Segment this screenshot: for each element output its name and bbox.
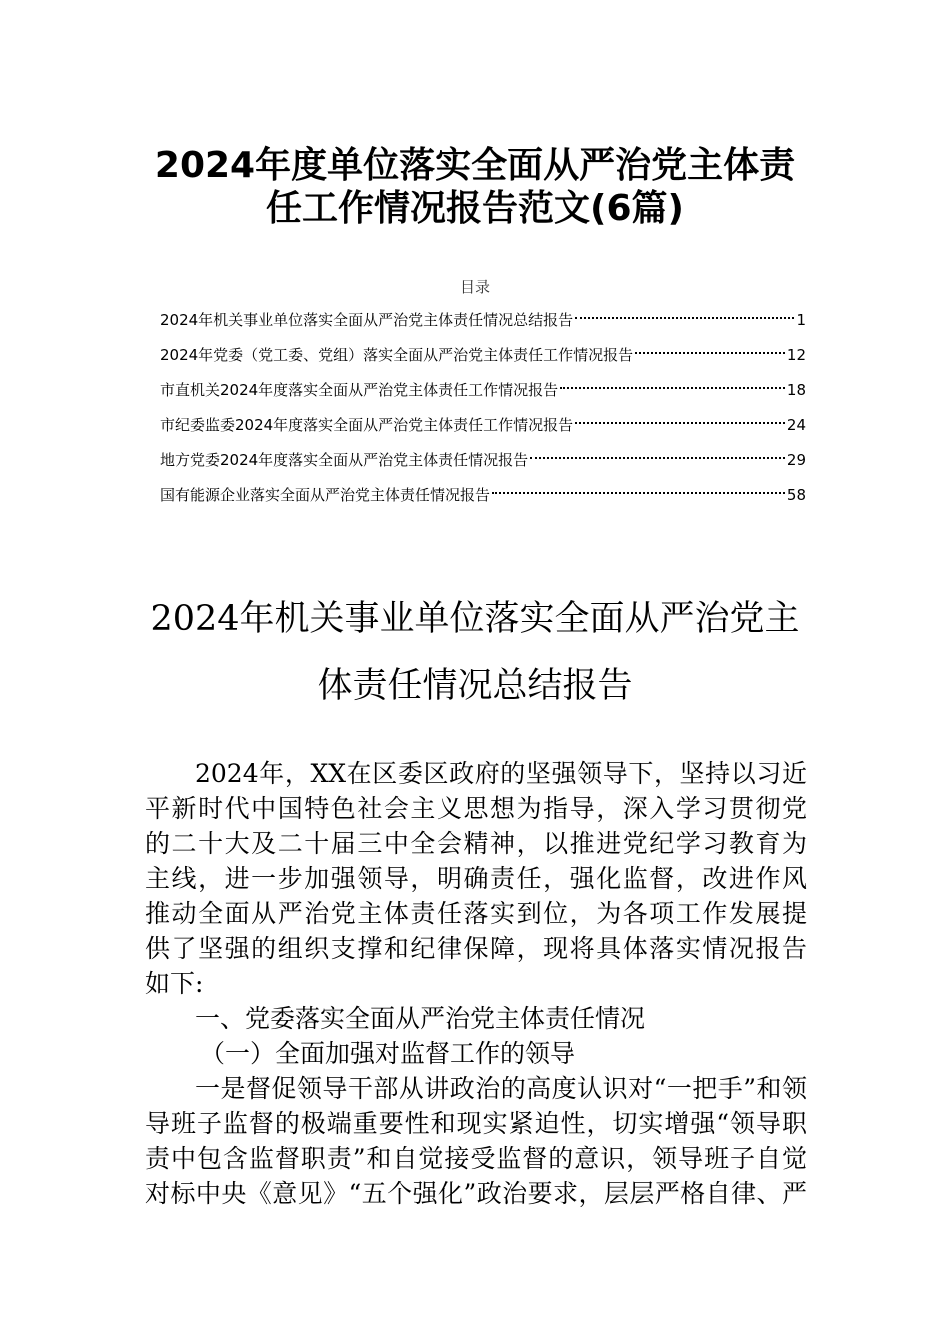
toc-item-page: 29 — [786, 451, 806, 469]
paragraph-line: 2024年，XX在区委区政府的坚强领导下，坚持以习近 — [195, 759, 807, 788]
section-body — [145, 756, 807, 1211]
paragraph-line: 供了坚强的组织支撑和纪律保障，现将具体落实情况报告 — [145, 934, 807, 963]
toc-item-text: 市直机关2024年度落实全面从严治党主体责任工作情况报告 — [160, 381, 559, 399]
heading-level-2: （一）全面加强对监督工作的领导 — [200, 1039, 576, 1068]
toc-leader-dots — [575, 317, 794, 319]
toc-leader-dots — [635, 352, 785, 354]
document-title-line-2: 任工作情况报告范文(6篇) — [266, 188, 684, 229]
toc-heading: 目录 — [459, 278, 490, 296]
toc-item-page: 24 — [786, 416, 806, 434]
paragraph-line: 的二十大及二十届三中全会精神，以推进党纪学习教育为 — [145, 829, 807, 858]
heading-level-1: 一、党委落实全面从严治党主体责任情况 — [195, 1004, 646, 1033]
paragraph-line: 如下: — [145, 969, 204, 998]
toc-item[interactable] — [160, 373, 806, 408]
toc-item-text: 2024年党委（党工委、党组）落实全面从严治党主体责任工作情况报告 — [160, 346, 634, 364]
toc-leader-dots — [560, 387, 785, 389]
paragraph-line: 一是督促领导干部从讲政治的高度认识对“一把手”和领 — [195, 1074, 807, 1103]
toc-item[interactable] — [160, 478, 806, 513]
toc-leader-dots — [575, 422, 785, 424]
paragraph-line: 对标中央《意见》“五个强化”政治要求，层层严格自律、严 — [145, 1179, 807, 1208]
paragraph-line: 平新时代中国特色社会主义思想为指导，深入学习贯彻党 — [145, 794, 807, 823]
section-title-line-2: 体责任情况总结报告 — [317, 666, 633, 706]
toc-item[interactable] — [160, 408, 806, 443]
paragraph-line: 主线，进一步加强领导，明确责任，强化监督，改进作风 — [145, 864, 807, 893]
toc-item[interactable] — [160, 338, 806, 373]
toc-item[interactable] — [160, 303, 806, 338]
section-title-line-1: 2024年机关事业单位落实全面从严治党主 — [150, 599, 800, 639]
table-of-contents — [160, 303, 806, 513]
paragraph-line: 责中包含监督职责”和自觉接受监督的意识，领导班子自觉 — [145, 1144, 807, 1173]
toc-item-page: 1 — [796, 311, 806, 329]
document-title-line-1: 2024年度单位落实全面从严治党主体责 — [154, 145, 796, 186]
toc-item-page: 18 — [786, 381, 806, 399]
toc-leader-dots — [492, 492, 785, 494]
toc-item[interactable] — [160, 443, 806, 478]
toc-item-text: 2024年机关事业单位落实全面从严治党主体责任情况总结报告 — [160, 311, 574, 329]
toc-item-text: 地方党委2024年度落实全面从严治党主体责任情况报告 — [160, 451, 529, 469]
paragraph-line: 推动全面从严治党主体责任落实到位，为各项工作发展提 — [145, 899, 807, 928]
toc-item-text: 市纪委监委2024年度落实全面从严治党主体责任工作情况报告 — [160, 416, 574, 434]
paragraph-line: 导班子监督的极端重要性和现实紧迫性，切实增强“领导职 — [145, 1109, 807, 1138]
toc-item-text: 国有能源企业落实全面从严治党主体责任情况报告 — [160, 486, 491, 504]
toc-item-page: 58 — [786, 486, 806, 504]
toc-leader-dots — [530, 457, 785, 459]
toc-item-page: 12 — [786, 346, 806, 364]
